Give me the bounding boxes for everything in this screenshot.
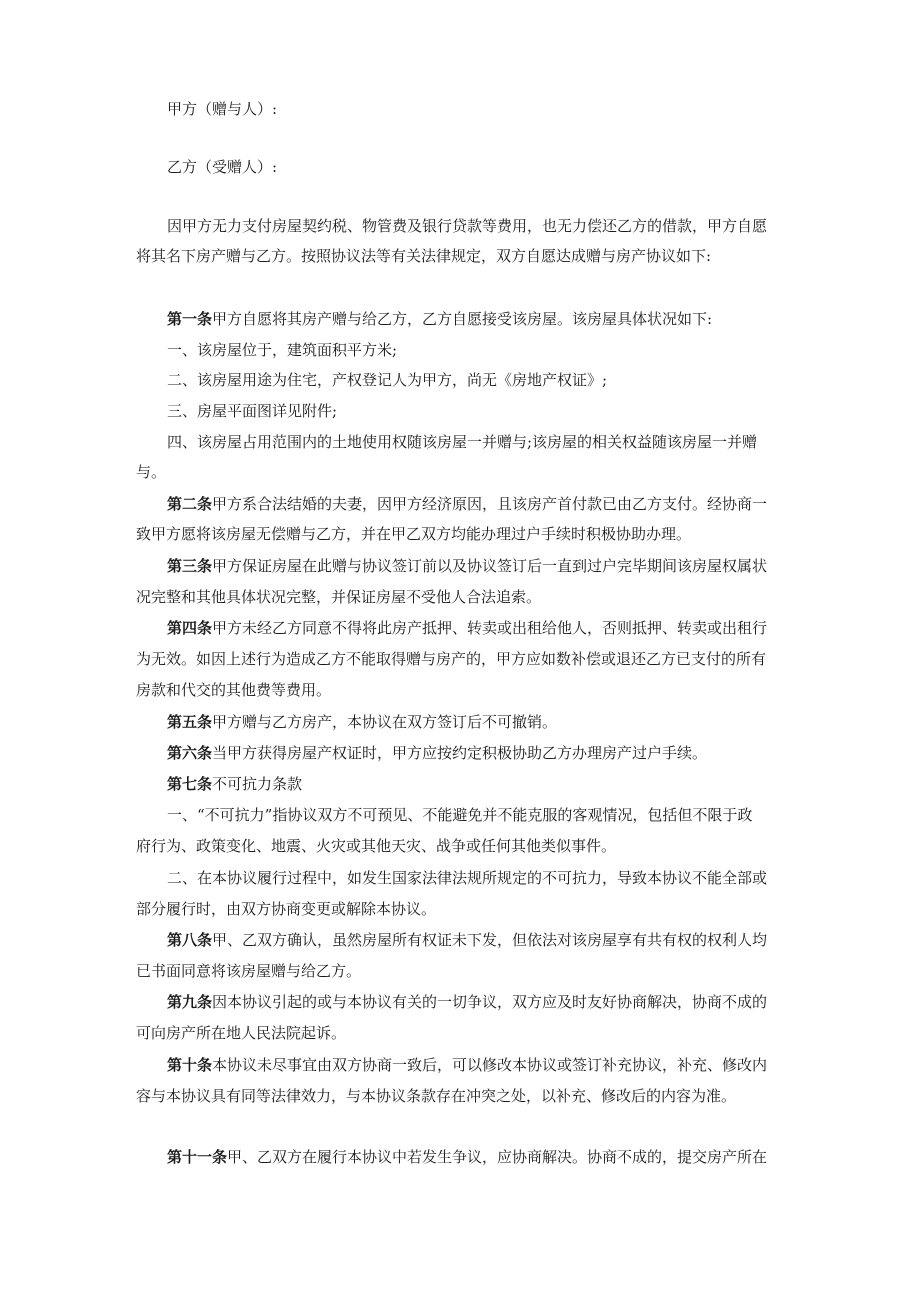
article-7-title: 第七条 [167, 775, 213, 793]
party-a-label: 甲方（赠与人）: [167, 100, 278, 118]
article-11-title: 第十一条 [167, 1148, 228, 1166]
article-10-text: 本协议未尽事宜由双方协商一致后，可以修改本协议或签订补充协议，补充、修改内 [212, 1056, 768, 1074]
article-5 [167, 712, 920, 732]
article-1-title: 第一条 [167, 310, 213, 328]
article-10-title: 第十条 [167, 1056, 213, 1074]
article-1 [167, 309, 920, 329]
article-11 [167, 1147, 920, 1167]
article-9 [167, 992, 920, 1012]
article-5-text: 甲方赠与乙方房产，本协议在双方签订后不可撤销。 [212, 713, 558, 731]
article-1-item: 一、该房屋位于，建筑面积平方米; [167, 341, 398, 359]
article-1-item: 三、房屋平面图详见附件; [167, 402, 338, 420]
article-7-item: 府行为、政策变化、地震、火灾或其他天灾、战争或任何其他类似事件。 [136, 837, 617, 855]
article-6-text: 当甲方获得房屋产权证时，甲方应按约定积极协助乙方办理房产过户手续。 [212, 744, 708, 762]
preamble-line: 将其名下房产赠与乙方。按照协议法等有关法律规定，双方自愿达成赠与房产协议如下: [136, 247, 712, 265]
article-8-text: 已书面同意将该房屋赠与给乙方。 [136, 962, 362, 980]
article-1-item: 二、该房屋用途为住宅，产权登记人为甲方，尚无《房地产权证》; [167, 371, 608, 389]
preamble-line: 因甲方无力支付房屋契约税、物管费及银行贷款等费用，也无力偿还乙方的借款，甲方自愿 [167, 217, 768, 235]
article-1-item: 与。 [136, 463, 167, 481]
article-3-text: 况完整和其他具体状况完整，并保证房屋不受他人合法追索。 [136, 588, 542, 606]
article-7-item: 二、在本协议履行过程中，如发生国家法律法规所规定的不可抗力，导致本协议不能全部或 [167, 869, 768, 887]
article-7-text: 不可抗力条款 [212, 775, 303, 793]
article-2-text: 甲方系合法结婚的夫妻，因甲方经济原因，且该房产首付款已由乙方支付。经协商一 [212, 495, 768, 513]
article-3 [167, 556, 920, 576]
article-3-text: 甲方保证房屋在此赠与协议签订前以及协议签订后一直到过户完毕期间该房屋权属状 [212, 557, 768, 575]
article-4-text: 甲方未经乙方同意不得将此房产抵押、转卖或出租给他人，否则抵押、转卖或出租行 [212, 619, 768, 637]
article-2-title: 第二条 [167, 495, 213, 513]
article-3-title: 第三条 [167, 557, 213, 575]
article-7-item: 一、“不可抗力”指协议双方不可预见、不能避免并不能克服的客观情况，包括但不限于政 [167, 806, 753, 824]
article-6-title: 第六条 [167, 744, 213, 762]
article-2 [167, 494, 920, 514]
article-1-item: 四、该房屋占用范围内的土地使用权随该房屋一并赠与;该房屋的相关权益随该房屋一并赠 [167, 433, 758, 451]
party-b-label: 乙方（受赠人）: [167, 158, 278, 176]
article-4-text: 房款和代交的其他费等费用。 [136, 681, 332, 699]
article-5-title: 第五条 [167, 713, 213, 731]
article-6 [167, 743, 920, 763]
article-7-item: 部分履行时，由双方协商变更或解除本协议。 [136, 900, 437, 918]
article-10 [167, 1055, 920, 1075]
article-4-title: 第四条 [167, 619, 213, 637]
article-4-text: 为无效。如因上述行为造成乙方不能取得赠与房产的，甲方应如数补偿或退还乙方已支付的所有 [136, 650, 767, 668]
article-10-text: 容与本协议具有同等法律效力，与本协议条款存在冲突之处，以补充、修改后的内容为准。 [136, 1087, 737, 1105]
article-7 [167, 774, 920, 794]
article-1-text: 甲方自愿将其房产赠与给乙方，乙方自愿接受该房屋。该房屋具体状况如下: [212, 310, 713, 328]
article-2-text: 致甲方愿将该房屋无偿赠与乙方，并在甲乙双方均能办理过户手续时积极协助办理。 [136, 525, 692, 543]
article-8 [167, 930, 920, 950]
article-11-text: 甲、乙双方在履行本协议中若发生争议，应协商解决。协商不成的，提交房产所在 [227, 1148, 768, 1166]
article-9-text: 因本协议引起的或与本协议有关的一切争议，双方应及时友好协商解决，协商不成的 [212, 993, 768, 1011]
article-9-title: 第九条 [167, 993, 213, 1011]
article-9-text: 可向房产所在地人民法院起诉。 [136, 1024, 347, 1042]
article-8-title: 第八条 [167, 931, 213, 949]
article-8-text: 甲、乙双方确认，虽然房屋所有权证未下发，但依法对该房屋享有共有权的权利人均 [212, 931, 768, 949]
article-4 [167, 618, 920, 638]
